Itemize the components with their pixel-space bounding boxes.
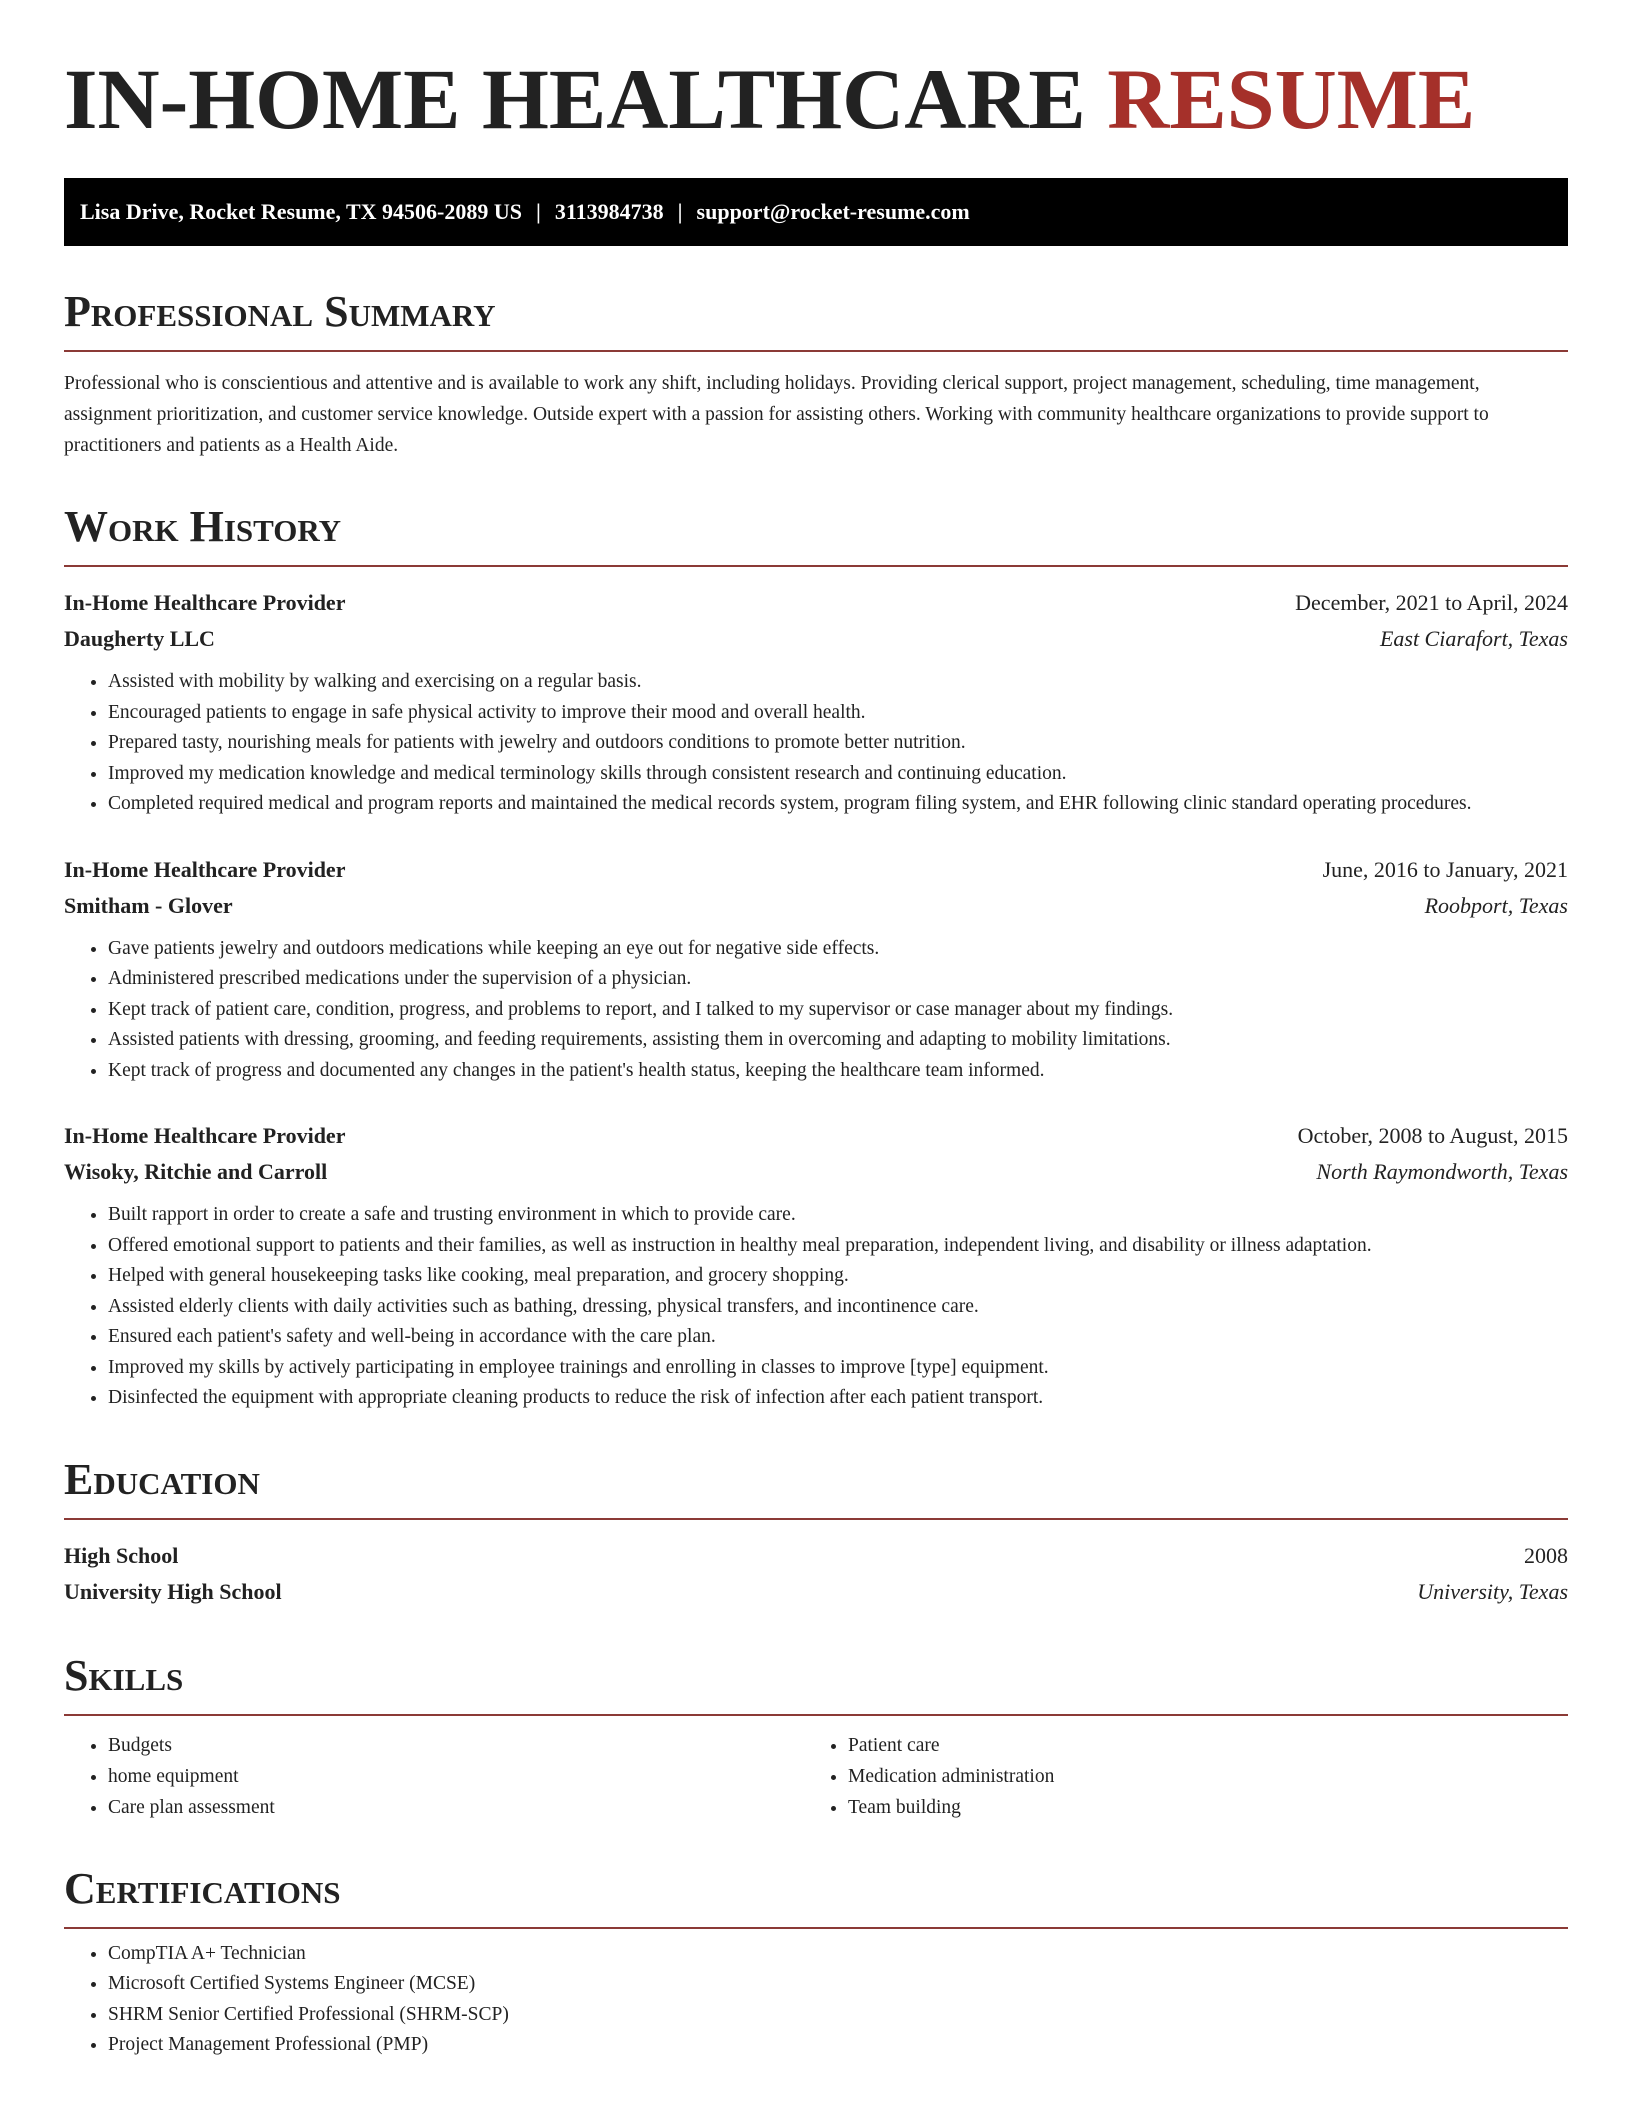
job-company: Smitham - Glover <box>64 892 233 918</box>
certifications-list <box>64 1939 1568 2061</box>
work-history-heading: Work History <box>64 505 1568 567</box>
skill-item: • Patient care <box>848 1730 1544 1761</box>
skills-heading: Skills <box>64 1654 1568 1716</box>
summary-text: Professional who is conscientious and attentive and is available to work any shift, including holidays. Providing clerical support, project management, scheduling, time management, assignment prioritization, and customer service knowledge. Outside expert with a passion for assisting others. Working with community healthcare organizations to provide support to practitioners and patients as a Health Aide. <box>64 373 1489 456</box>
contact-separator: | <box>677 199 683 224</box>
job-title: In-Home Healthcare Provider <box>64 856 346 882</box>
title-accent: RESUME <box>1107 51 1476 147</box>
education-year: 2008 <box>1524 1542 1568 1568</box>
contact-separator: | <box>536 199 541 224</box>
job-title-row <box>64 585 1568 621</box>
job-dates: December, 2021 to April, 2024 <box>1295 590 1568 615</box>
job-bullet: • Improved my medication knowledge and medical terminology skills through consistent research and continuing education. <box>108 759 1568 790</box>
job-bullet: • Disinfected the equipment with appropriate cleaning products to reduce the risk of infection after each patient transport. <box>108 1383 1568 1414</box>
job-bullets <box>64 934 1568 1087</box>
summary-section <box>64 287 1568 461</box>
job-company-row <box>64 1154 1568 1190</box>
job-location: Roobport, Texas <box>1424 892 1568 918</box>
work-history-section <box>64 502 1568 1414</box>
certification-item: • SHRM Senior Certified Professional (SHRM-SCP) <box>108 2000 1568 2031</box>
job-bullet: • Encouraged patients to engage in safe physical activity to improve their mood and overall health. <box>108 698 1568 729</box>
job-title-row <box>64 1118 1568 1154</box>
job-location: East Ciarafort, Texas <box>1379 626 1568 651</box>
job-company-row <box>64 888 1568 924</box>
title-main: IN-HOME HEALTHCARE <box>64 51 1086 147</box>
certification-item: • CompTIA A+ Technician <box>108 1939 1568 1970</box>
skill-item: • home equipment <box>108 1761 804 1792</box>
job-title: In-Home Healthcare Provider <box>64 590 346 615</box>
contact-address: Lisa Drive, Rocket Resume, TX 94506-2089 US <box>80 199 523 224</box>
skills-section <box>64 1650 1568 1823</box>
certification-item: • Project Management Professional (PMP) <box>108 2030 1568 2061</box>
skill-item: • Medication administration <box>848 1761 1544 1792</box>
resume-page <box>64 0 1568 2061</box>
job-bullet: • Improved my skills by actively participating in employee trainings and enrolling in classes to improve [type] equipment. <box>108 1353 1568 1384</box>
job-entry <box>64 852 1568 1087</box>
education-entry <box>64 1538 1568 1610</box>
contact-bar <box>64 178 1568 246</box>
job-dates: June, 2016 to January, 2021 <box>1322 856 1568 882</box>
skills-column-right <box>804 1730 1544 1823</box>
education-school: University High School <box>64 1578 282 1604</box>
job-bullet: • Assisted with mobility by walking and exercising on a regular basis. <box>108 667 1568 698</box>
skill-item: • Care plan assessment <box>108 1792 804 1823</box>
job-bullet: • Kept track of progress and documented any changes in the patient's health status, keeping the healthcare team informed. <box>108 1056 1568 1087</box>
skills-column-left <box>64 1730 804 1823</box>
skill-item: • Budgets <box>108 1730 804 1761</box>
skill-item: • Team building <box>848 1792 1544 1823</box>
job-bullet: • Gave patients jewelry and outdoors medications while keeping an eye out for negative side effects. <box>108 934 1568 965</box>
job-bullet: • Completed required medical and program reports and maintained the medical records system, program filing system, and EHR following clinic standard operating procedures. <box>108 789 1568 820</box>
job-bullet: • Offered emotional support to patients and their families, as well as instruction in healthy meal preparation, independent living, and disability or illness adaptation. <box>108 1231 1568 1262</box>
job-bullet: • Assisted patients with dressing, grooming, and feeding requirements, assisting them in overcoming and adapting to mobility limitations. <box>108 1025 1568 1056</box>
job-company: Wisoky, Ritchie and Carroll <box>64 1159 328 1184</box>
certification-item: • Microsoft Certified Systems Engineer (MCSE) <box>108 1969 1568 2000</box>
job-bullet: • Administered prescribed medications under the supervision of a physician. <box>108 964 1568 995</box>
job-bullet: • Ensured each patient's safety and well-being in accordance with the care plan. <box>108 1322 1568 1353</box>
contact-phone: 3113984738 <box>554 199 664 224</box>
job-bullets <box>64 667 1568 820</box>
summary-heading: Professional Summary <box>64 290 1568 352</box>
job-bullets <box>64 1200 1568 1414</box>
job-bullet: • Helped with general housekeeping tasks like cooking, meal preparation, and grocery shopping. <box>108 1261 1568 1292</box>
job-bullet: • Built rapport in order to create a safe and trusting environment in which to provide care. <box>108 1200 1568 1231</box>
job-title: In-Home Healthcare Provider <box>64 1123 346 1148</box>
certifications-section <box>64 1863 1568 2061</box>
skills-grid <box>64 1730 1568 1823</box>
job-entry <box>64 1118 1568 1414</box>
education-heading: Education <box>64 1458 1568 1520</box>
certifications-heading: Certifications <box>64 1867 1568 1929</box>
job-entry <box>64 585 1568 820</box>
education-location: University, Texas <box>1417 1578 1568 1604</box>
education-degree: High School <box>64 1542 179 1568</box>
job-bullet: • Prepared tasty, nourishing meals for patients with jewelry and outdoors conditions to promote better nutrition. <box>108 728 1568 759</box>
job-company-row <box>64 621 1568 657</box>
job-company: Daugherty LLC <box>64 626 215 651</box>
education-school-row <box>64 1574 1568 1610</box>
job-dates: October, 2008 to August, 2015 <box>1297 1123 1568 1148</box>
job-bullet: • Assisted elderly clients with daily activities such as bathing, dressing, physical transfers, and incontinence care. <box>108 1292 1568 1323</box>
education-section <box>64 1454 1568 1610</box>
job-location: North Raymondworth, Texas <box>1316 1159 1568 1184</box>
education-degree-row <box>64 1538 1568 1574</box>
resume-title <box>64 51 1568 147</box>
contact-email[interactable]: support@rocket-resume.com <box>696 199 970 224</box>
job-bullet: • Kept track of patient care, condition, progress, and problems to report, and I talked to my supervisor or case manager about my findings. <box>108 995 1568 1026</box>
job-title-row <box>64 852 1568 888</box>
